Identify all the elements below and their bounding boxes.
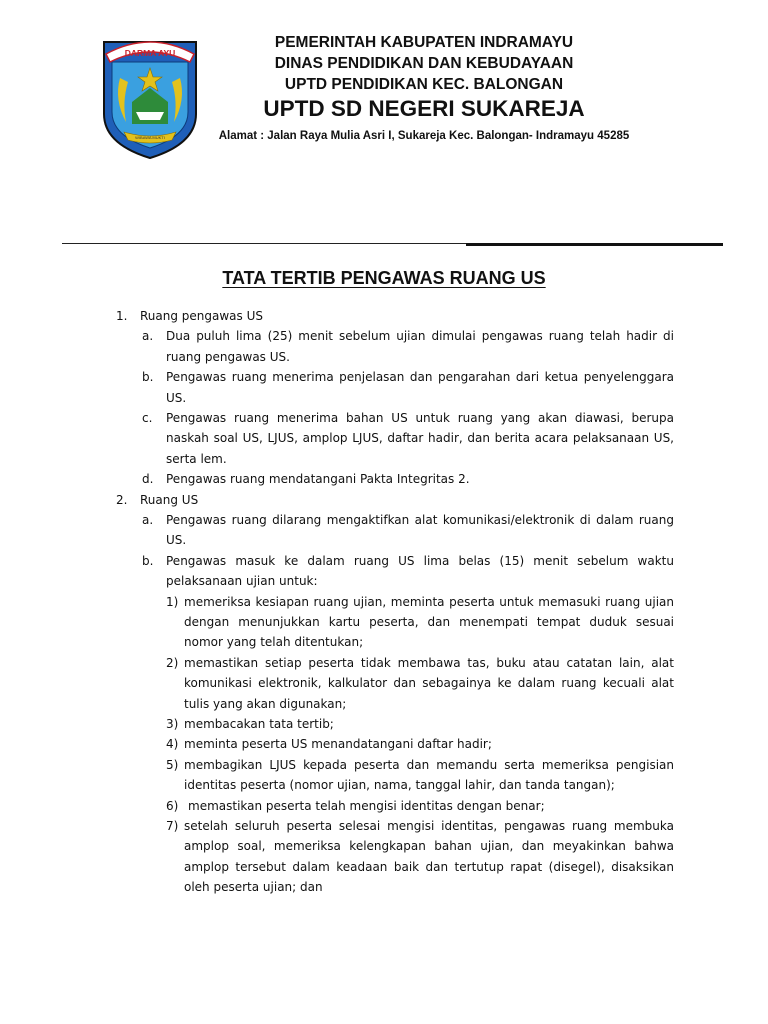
- item-label: a.: [142, 329, 154, 344]
- school-name: UPTD SD NEGERI SUKAREJA: [263, 96, 585, 121]
- sub-list-item: memastikan peserta telah mengisi identitas dengan benar;: [188, 798, 545, 813]
- document-title: [0, 268, 768, 289]
- list-item: Pengawas ruang mendatangani Pakta Integritas 2.: [166, 472, 470, 487]
- emblem-ribbon-text: WIBAWA MUKTI: [135, 135, 165, 140]
- header-line-2: DINAS PENDIDIKAN DAN KEBUDAYAAN: [274, 55, 574, 72]
- letterhead-rule-thick: [466, 243, 723, 246]
- subitem-label: 3): [166, 717, 179, 731]
- section-heading: Ruang pengawas US: [140, 309, 264, 323]
- section-heading: Ruang US: [140, 492, 199, 507]
- item-label: d.: [142, 472, 154, 487]
- subitem-label: 7): [166, 819, 179, 833]
- item-label: c.: [142, 411, 153, 425]
- subitem-label: 1): [166, 594, 179, 609]
- sub-list-item: setelah seluruh peserta selesai mengisi identitas, pengawas ruang membuka amplop soal, memeriksa kelengkapan bahan ujian, dan meyakinkan bahwa amplop tersebut dalam keadaan baik dan tertutup rapat (disegel), disaksikan oleh peserta ujian; dan: [184, 819, 674, 895]
- sub-list-item: membacakan tata tertib;: [184, 717, 334, 731]
- emblem-banner-text: DARMA AYU: [124, 48, 176, 58]
- item-label: b.: [142, 370, 154, 385]
- list-item: Pengawas masuk ke dalam ruang US lima belas (15) menit sebelum waktu pelaksanaan ujian untuk:: [166, 553, 674, 589]
- list-item: Pengawas ruang menerima penjelasan dan pengarahan dari ketua penyelenggara US.: [166, 370, 674, 405]
- header-line-3: UPTD PENDIDIKAN KEC. BALONGAN: [284, 76, 564, 93]
- item-label: a.: [142, 513, 154, 527]
- letterhead-rule-thin: [62, 243, 466, 244]
- list-item: Pengawas ruang menerima bahan US untuk ruang yang akan diawasi, berupa naskah soal US, LJUS, amplop LJUS, daftar hadir, dan berita acara pelaksanaan US, serta lem.: [166, 411, 674, 466]
- letterhead: [178, 32, 670, 144]
- sub-list-item: meminta peserta US menandatangani daftar hadir;: [184, 737, 492, 752]
- list-item: Pengawas ruang dilarang mengaktifkan alat komunikasi/elektronik di dalam ruang US.: [166, 513, 674, 548]
- sub-list-item: memeriksa kesiapan ruang ujian, meminta peserta untuk memasuki ruang ujian dengan menunjukkan kartu peserta, dan menempati tempat duduk sesuai nomor yang telah ditentukan;: [184, 594, 674, 650]
- document-title-text: TATA TERTIB PENGAWAS RUANG US: [222, 268, 546, 288]
- school-address: Alamat : Jalan Raya Mulia Asri I, Sukareja Kec. Balongan- Indramayu 45285: [218, 130, 630, 142]
- header-line-1: PEMERINTAH KABUPATEN INDRAMAYU: [274, 34, 574, 51]
- subitem-label: 2): [166, 655, 179, 670]
- section-number: 2.: [116, 492, 128, 507]
- sub-list-item: memastikan setiap peserta tidak membawa tas, buku atau catatan lain, alat komunikasi elektronik, kalkulator dan sebagainya ke dalam ruang kecuali alat tulis yang akan digunakan;: [184, 655, 674, 711]
- subitem-label: 5): [166, 757, 179, 772]
- subitem-label: 4): [166, 737, 179, 752]
- section-number: 1.: [116, 309, 128, 323]
- list-item: Dua puluh lima (25) menit sebelum ujian dimulai pengawas ruang telah hadir di ruang pengawas US.: [166, 329, 674, 364]
- sub-list-item: membagikan LJUS kepada peserta dan memandu serta memeriksa pengisian identitas peserta (nomor ujian, nama, tanggal lahir, dan tanda tangan);: [184, 757, 674, 793]
- subitem-label: 6): [166, 798, 179, 813]
- item-label: b.: [142, 553, 154, 568]
